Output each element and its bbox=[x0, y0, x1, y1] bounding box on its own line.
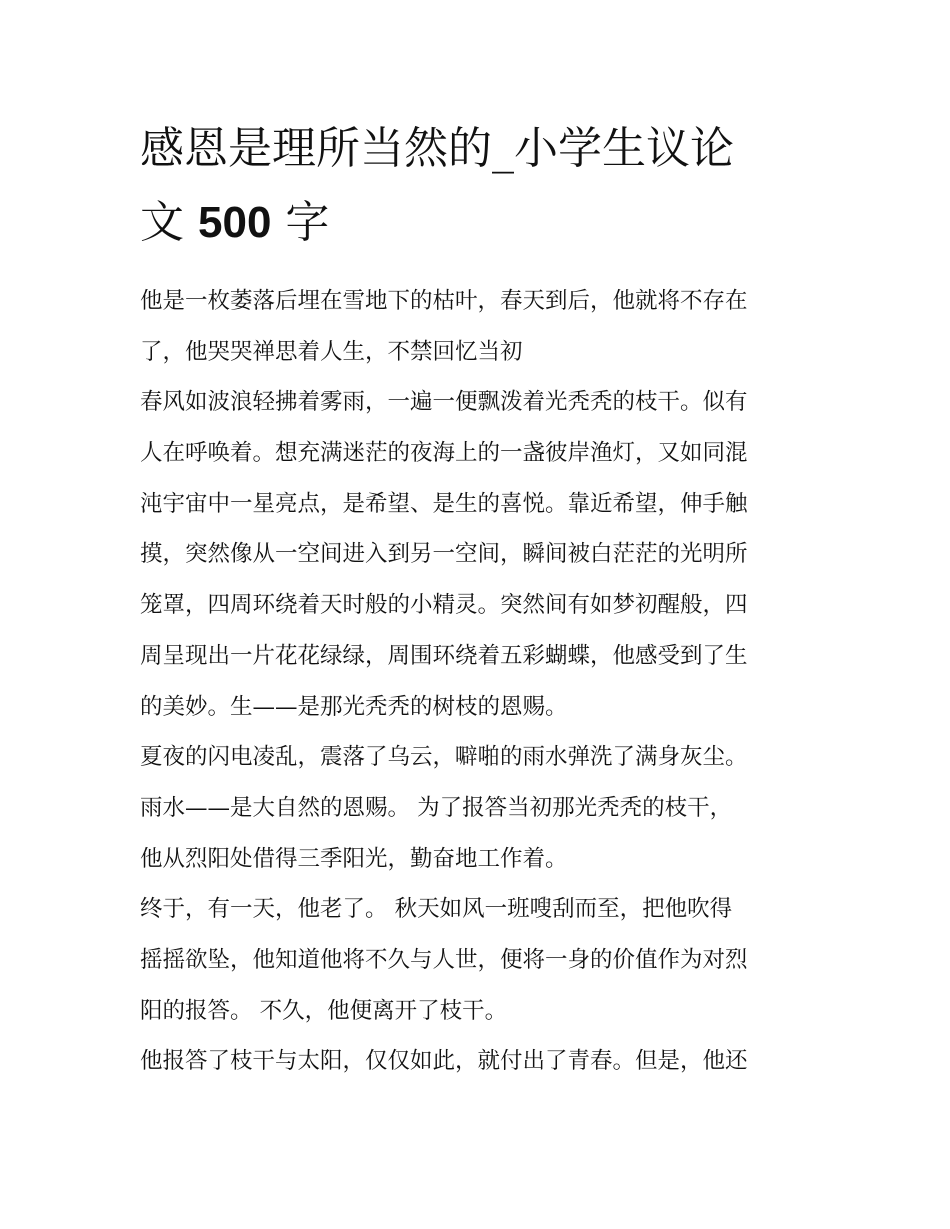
title-suffix: 字 bbox=[271, 197, 330, 248]
body-line: 终于，有一天，他老了。 秋天如风一班嗖刮而至，把他吹得 bbox=[140, 896, 733, 923]
body-line: 摸，突然像从一空间进入到另一空间，瞬间被白茫茫的光明所 bbox=[140, 541, 748, 568]
body-line: 他是一枚萎落后埋在雪地下的枯叶，春天到后，他就将不存在 bbox=[140, 288, 748, 314]
body-line: 夏夜的闪电凌乱，震落了乌云，噼啪的雨水弹洗了满身灰尘。 bbox=[140, 744, 748, 771]
title-line-1: 感恩是理所当然的_小学生议论 bbox=[140, 123, 734, 174]
title-number: 500 bbox=[198, 198, 272, 247]
document-title bbox=[140, 112, 820, 260]
body-line: 沌宇宙中一星亮点，是希望、是生的喜悦。靠近希望，伸手触 bbox=[140, 490, 748, 517]
body-line: 摇摇欲坠，他知道他将不久与人世，便将一身的价值作为对烈 bbox=[140, 946, 748, 973]
body-line: 雨水——是大自然的恩赐。 为了报答当初那光秃秃的枝干， bbox=[140, 794, 733, 821]
body-line: 春风如波浪轻拂着雾雨，一遍一便飘泼着光秃秃的枝干。似有 bbox=[140, 389, 748, 416]
body-line: 阳的报答。 不久，他便离开了枝干。 bbox=[140, 997, 508, 1024]
title-prefix: 文 bbox=[140, 197, 198, 248]
body-line: 人在呼唤着。想充满迷茫的夜海上的一盏彼岸渔灯，又如同混 bbox=[140, 440, 748, 467]
body-line: 了，他哭哭禅思着人生，不禁回忆当初 bbox=[140, 338, 523, 365]
body-line: 笼罩，四周环绕着天时般的小精灵。突然间有如梦初醒般，四 bbox=[140, 592, 748, 619]
body-line: 周呈现出一片花花绿绿，周围环绕着五彩蝴蝶，他感受到了生 bbox=[140, 642, 748, 669]
body-line: 他从烈阳处借得三季阳光，勤奋地工作着。 bbox=[140, 845, 568, 872]
body-line: 的美妙。生——是那光秃秃的树枝的恩赐。 bbox=[140, 693, 568, 720]
body-line: 他报答了枝干与太阳，仅仅如此，就付出了青春。但是，他还 bbox=[140, 1048, 748, 1075]
document-body bbox=[140, 276, 820, 1087]
